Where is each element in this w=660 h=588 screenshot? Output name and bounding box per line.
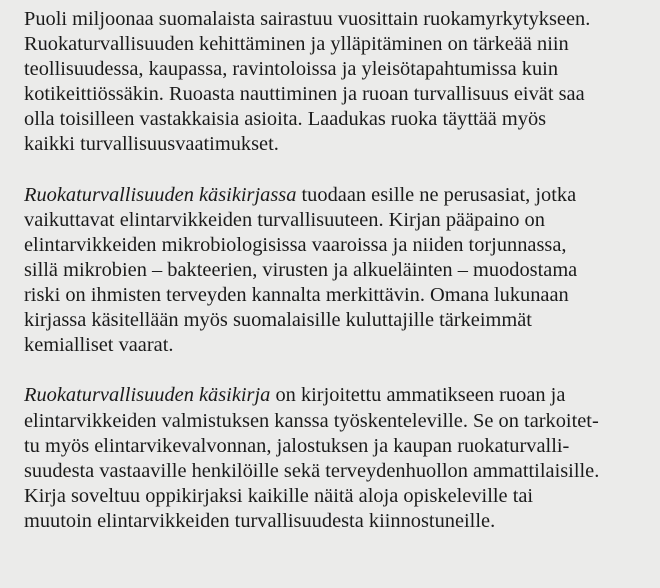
text-line: kirjassa käsitellään myös suomalaisille kuluttajille tärkeimmät (24, 309, 532, 332)
text-line: Ruokaturvallisuuden kehittäminen ja ylläpitäminen on tärkeää niin (24, 33, 569, 56)
text-line: elintarvikkeiden mikrobiologisissa vaaroissa ja niiden torjunnassa, (24, 233, 567, 256)
book-title-italic: Ruokaturvallisuuden käsikirja (24, 384, 271, 407)
text-line (24, 183, 660, 208)
paragraph-intro (24, 7, 660, 158)
text-line: Puoli miljoonaa suomalaista sairastuu vuosittain ruokamyrkytykseen. (24, 8, 591, 30)
text-line: olla toisilleen vastakkaisia asioita. Laadukas ruoka täyttää myös (24, 108, 547, 131)
text-line: suudesta vastaaville henkilöille sekä terveydenhuollon ammattilaisille. (24, 459, 600, 482)
text-line: riski on ihmisten terveyden kannalta merkittävin. Omana lukunaan (24, 284, 569, 307)
text-line: sillä mikrobien – bakteerien, virusten ja alkueläinten – muodostama (24, 258, 578, 281)
text-line: Kirja soveltuu oppikirjaksi kaikille näitä aloja opiskeleville tai (24, 484, 534, 507)
text-line: muutoin elintarvikkeiden turvallisuudesta kiinnostuneille. (24, 509, 496, 532)
paragraph-contents (24, 183, 660, 359)
text-line: vaikuttavat elintarvikkeiden turvallisuuteen. Kirjan pääpaino on (24, 208, 545, 231)
text-line: kemialliset vaarat. (24, 334, 174, 357)
text-line: teollisuudessa, kaupassa, ravintoloissa ja yleisötapahtumissa kuin (24, 58, 559, 81)
text-line: tu myös elintarvikevalvonnan, jalostuksen ja kaupan ruokaturvalli- (24, 434, 570, 457)
text-line: kotikeittiössäkin. Ruoasta nauttiminen ja ruoan turvallisuus eivät saa (24, 83, 585, 106)
text-line: kaikki turvallisuusvaatimukset. (24, 133, 279, 156)
text-fragment: tuodaan esille ne perusasiat, jotka (296, 183, 577, 206)
text-line: elintarvikkeiden valmistuksen kanssa työskenteleville. Se on tarkoitet- (24, 409, 599, 432)
text-line (24, 383, 660, 408)
book-title-italic: Ruokaturvallisuuden käsikirjassa (24, 183, 297, 206)
text-fragment: on kirjoitettu ammatikseen ruoan ja (270, 384, 566, 407)
paragraph-audience (24, 383, 660, 534)
